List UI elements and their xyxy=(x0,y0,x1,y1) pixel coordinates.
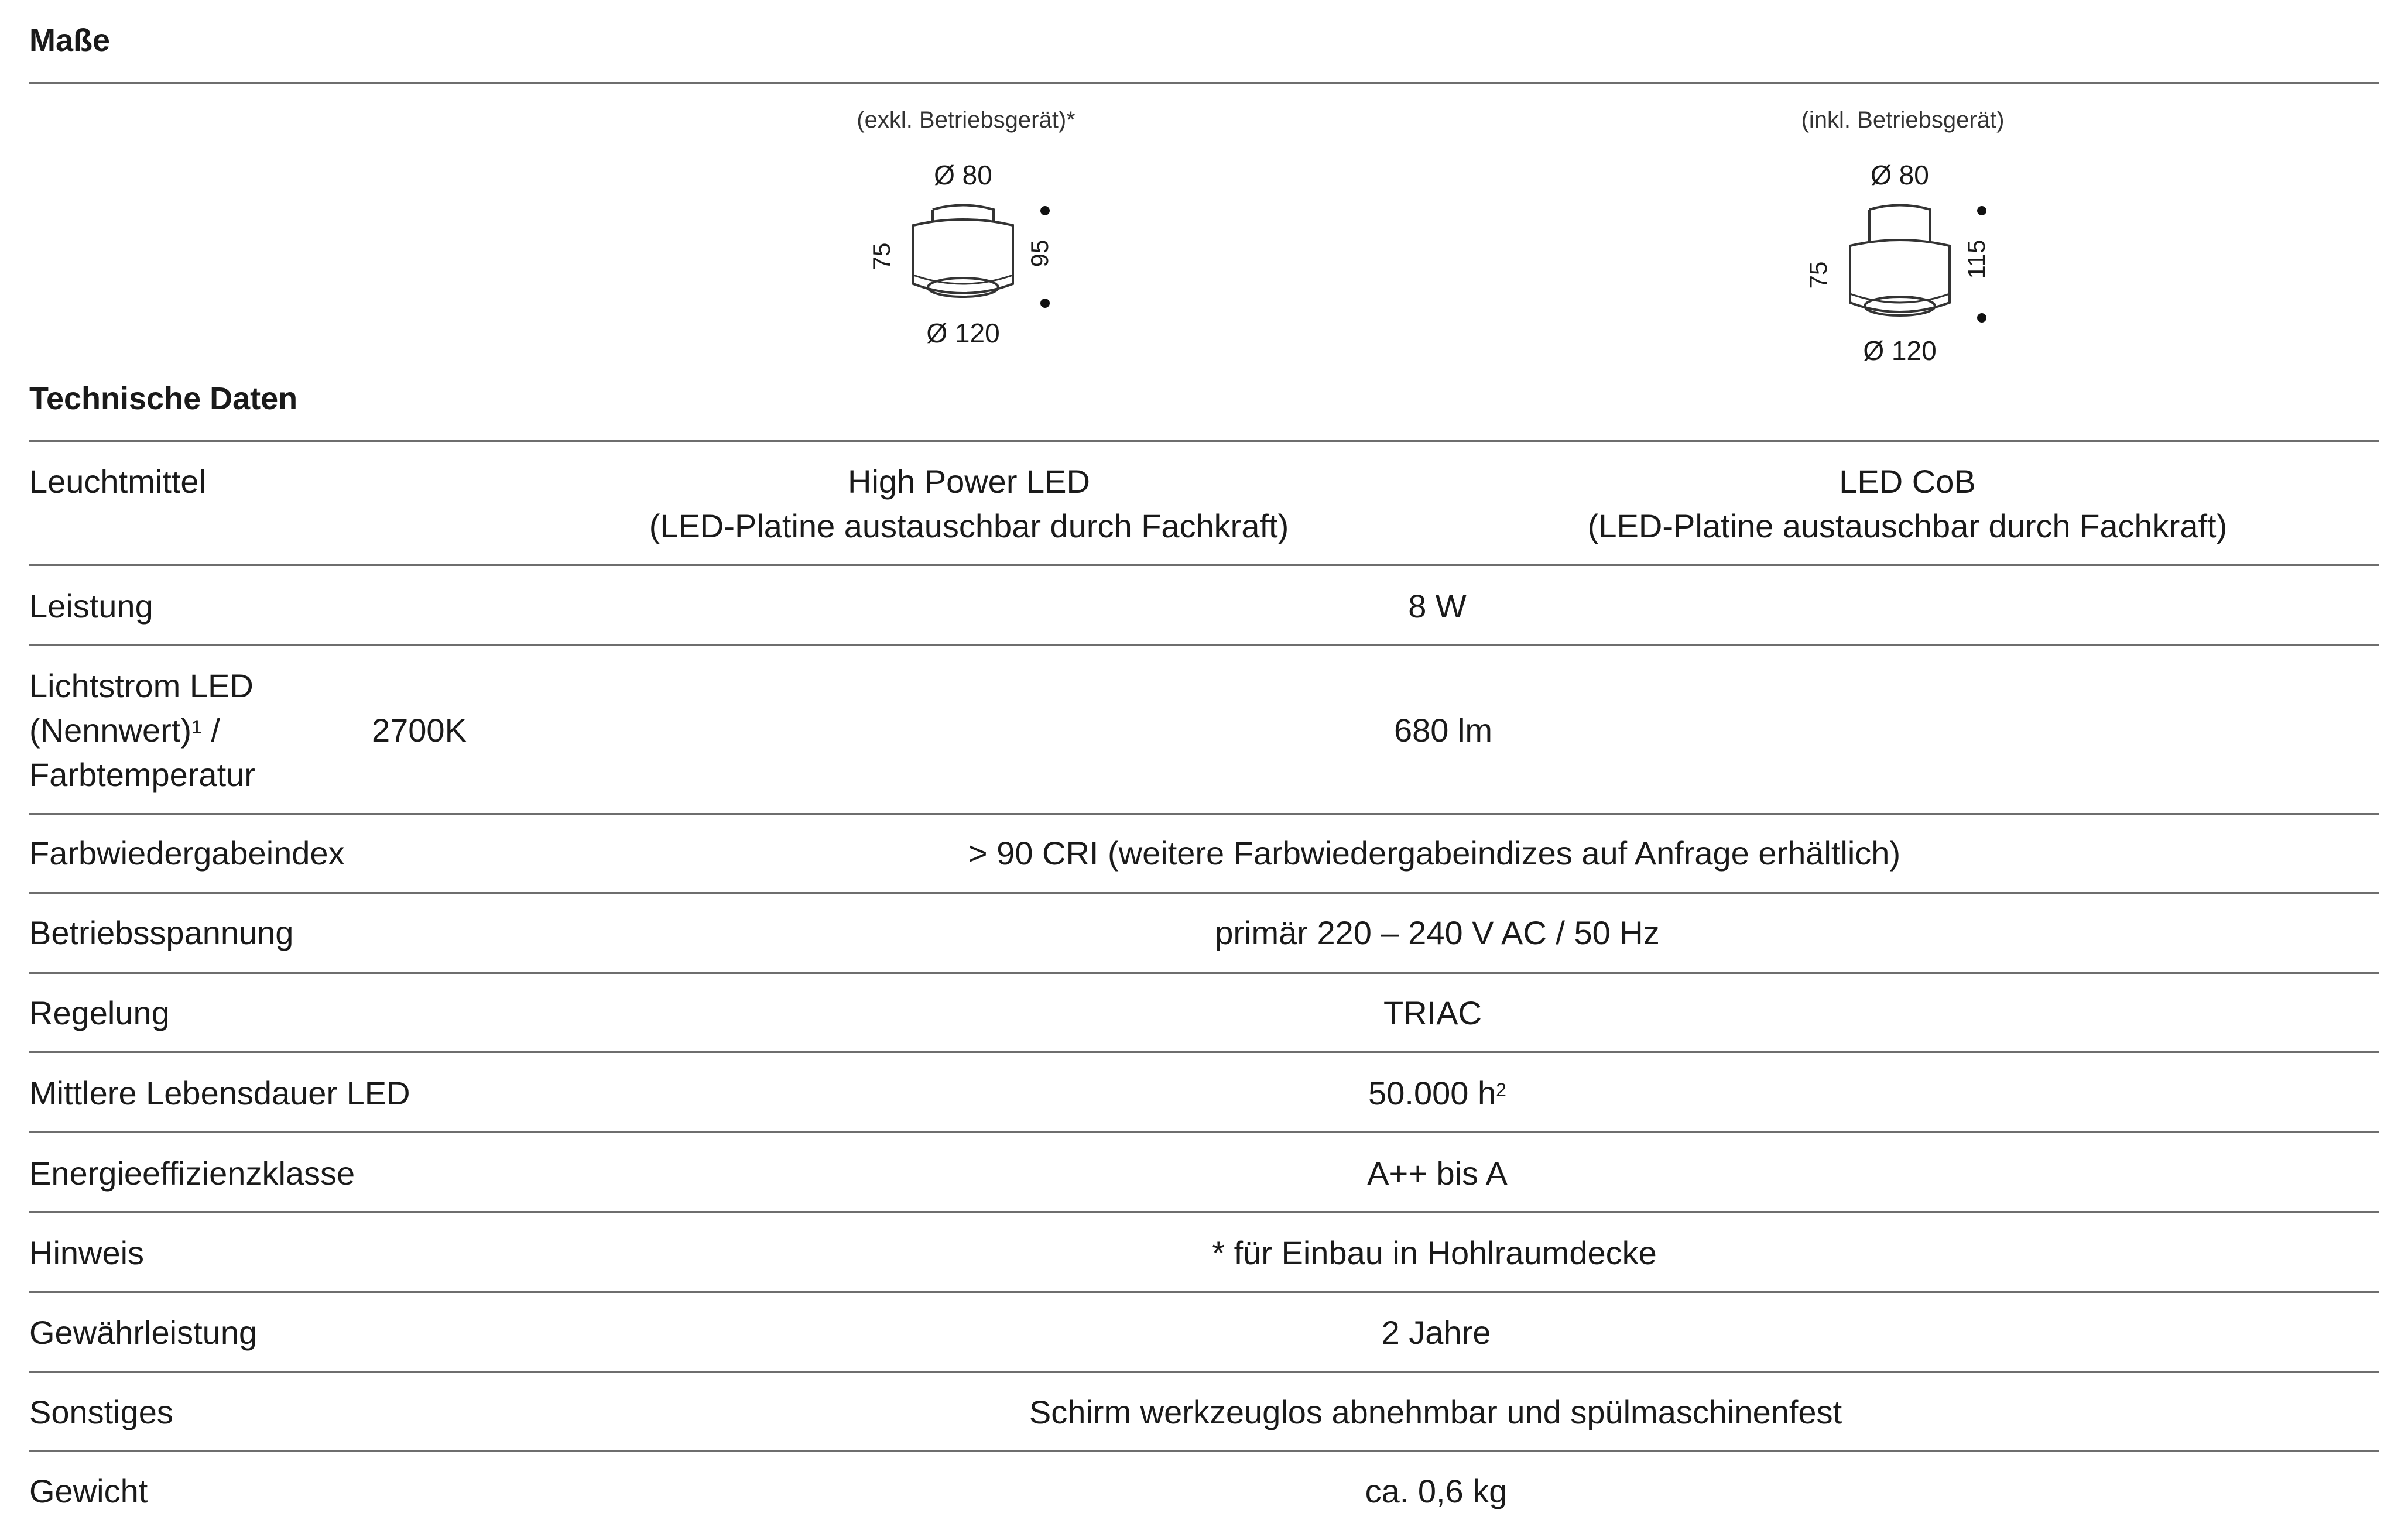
height-label-left: 75 xyxy=(1804,261,1832,289)
bottom-diameter-label: Ø 120 xyxy=(926,318,1000,348)
section-title-dimensions: Maße xyxy=(29,23,111,58)
divider xyxy=(29,892,2379,894)
spec-value: 8 W xyxy=(1408,588,1467,625)
spec-label: Gewicht xyxy=(29,1473,148,1509)
spec-value: * für Einbau in Hohlraumdecke xyxy=(1212,1234,1657,1271)
divider xyxy=(29,1450,2379,1452)
divider xyxy=(29,1051,2379,1053)
spec-value: A++ bis A xyxy=(1367,1155,1508,1192)
dimension-dot xyxy=(1040,206,1050,215)
dimension-dot xyxy=(1977,206,1986,215)
spec-value: 2 Jahre xyxy=(1381,1314,1491,1351)
divider xyxy=(29,644,2379,646)
spec-label-line2 xyxy=(29,708,220,753)
spec-label: Leistung xyxy=(29,588,153,625)
divider xyxy=(29,972,2379,974)
spec-value-right-line1: LED CoB xyxy=(1839,463,1976,500)
spec-label: Betriebsspannung xyxy=(29,914,294,951)
spec-label-slash: / xyxy=(201,712,220,749)
spec-value-right-line2: (LED-Platine austauschbar durch Fachkraft) xyxy=(1587,507,2228,544)
spec-label: Sonstiges xyxy=(29,1394,173,1430)
divider xyxy=(29,1211,2379,1213)
section-title-tech: Technische Daten xyxy=(29,381,298,416)
spec-value: 50.000 h xyxy=(1368,1075,1496,1111)
dimension-drawing-incl xyxy=(1786,149,2020,378)
caption-incl: (inkl. Betriebsgerät) xyxy=(1801,107,2005,133)
spec-value: ca. 0,6 kg xyxy=(1365,1473,1508,1509)
footnote-marker: 2 xyxy=(1496,1079,1506,1100)
color-temperature: 2700K xyxy=(372,712,467,749)
spec-label: Mittlere Lebensdauer LED xyxy=(29,1075,410,1111)
divider xyxy=(29,82,2379,84)
height-label-right: 115 xyxy=(1962,239,1990,279)
spec-value-wrap xyxy=(1368,1071,1506,1116)
spec-label-nennwert: (Nennwert) xyxy=(29,712,191,749)
divider xyxy=(29,813,2379,815)
footnote-marker: 1 xyxy=(191,716,202,737)
divider xyxy=(29,1291,2379,1293)
spec-label-line3: Farbtemperatur xyxy=(29,756,255,793)
spec-value-left-line2: (LED-Platine austauschbar durch Fachkraft) xyxy=(649,507,1289,544)
spec-label: Regelung xyxy=(29,994,170,1031)
spec-value: Schirm werkzeuglos abnehmbar und spülmaschinenfest xyxy=(1029,1394,1842,1430)
spec-value: > 90 CRI (weitere Farbwiedergabeindizes auf Anfrage erhältlich) xyxy=(968,835,1901,872)
height-label-left: 75 xyxy=(868,242,895,270)
spec-label: Gewährleistung xyxy=(29,1314,258,1351)
divider xyxy=(29,1131,2379,1133)
spec-value: TRIAC xyxy=(1383,994,1482,1031)
divider xyxy=(29,440,2379,442)
spec-label-line1: Lichtstrom LED xyxy=(29,667,254,704)
top-diameter-label: Ø 80 xyxy=(1871,160,1929,190)
divider xyxy=(29,564,2379,566)
height-label-right: 95 xyxy=(1026,239,1053,267)
dimension-dot xyxy=(1040,299,1050,308)
spec-label: Hinweis xyxy=(29,1234,145,1271)
top-diameter-label: Ø 80 xyxy=(934,160,992,190)
spec-label: Leuchtmittel xyxy=(29,463,206,500)
spec-label: Farbwiedergabeindex xyxy=(29,835,345,872)
bottom-diameter-label: Ø 120 xyxy=(1863,335,1937,366)
spec-label: Energieeffizienzklasse xyxy=(29,1155,355,1192)
spec-value-left-line1: High Power LED xyxy=(848,463,1090,500)
spec-value: 680 lm xyxy=(1393,712,1493,749)
spec-value: primär 220 – 240 V AC / 50 Hz xyxy=(1215,914,1660,951)
dimension-drawing-excl xyxy=(849,149,1083,354)
divider xyxy=(29,1371,2379,1373)
dimension-dot xyxy=(1977,313,1986,323)
caption-excl: (exkl. Betriebsgerät)* xyxy=(857,107,1075,133)
